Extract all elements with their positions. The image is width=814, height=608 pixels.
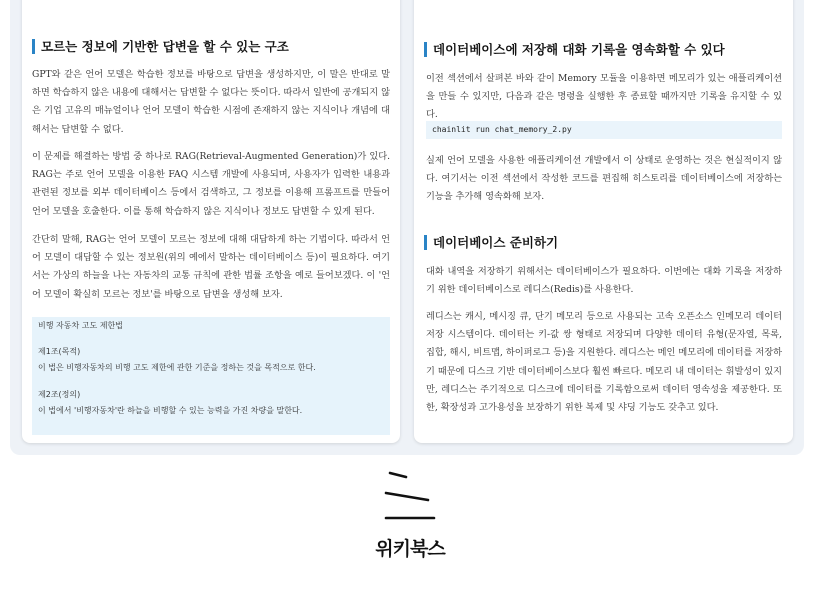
section-heading-rag: 모르는 정보에 기반한 답변을 할 수 있는 구조 bbox=[32, 39, 289, 54]
note-line: 제2조(정의) bbox=[38, 390, 81, 399]
section-heading-db-prep: 데이터베이스 준비하기 bbox=[424, 235, 558, 250]
paragraph-redis-desc: 레디스는 캐시, 메시징 큐, 단기 메모리 등으로 사용되는 고속 오픈소스 인메모리 데이터 저장 시스템이다. 데이터는 키-값 쌍 형태로 저장되며 다양한 데이터 유형(문자열, 목록, 집합, 해시, 비트맵, 하이퍼로그 등)을 지원한다. 레디스는 메인 메모리에 데이터를 저장하기 때문에 디스크 기반 데이터베이스보다 훨씬 빠르다. 메모리 내 데이터는 휘발성이 있지만, 레디스는 주기적으로 디스크에 데이터를 기록함으로써 데이터 영속성을 제공한다. 또한, 확장성과 고가용성을 보장하기 위한 복제 및 샤딩 기능도 갖추고 있다. bbox=[426, 311, 782, 414]
paragraph-redis-intro: 대화 내역을 저장하기 위해서는 데이터베이스가 필요하다. 이번에는 대화 기록을 저장하기 위한 데이터베이스로 레디스(Redis)를 사용한다. bbox=[426, 266, 782, 296]
right-page-panel bbox=[414, 0, 793, 443]
paragraph-realistic: 실제 언어 모델을 사용한 애플리케이션 개발에서 이 상태로 운영하는 것은 현실적이지 않다. 여기서는 이전 섹션에서 작성한 코드를 편집해 히스토리를 데이터베이스에 저장하는 기능을 추가해 영속화해 보자. bbox=[426, 155, 782, 203]
note-line: 이 법은 비행자동차의 비행 고도 제한에 관한 기준을 정하는 것을 목적으로 한다. bbox=[38, 363, 316, 372]
law-example-box bbox=[32, 317, 390, 435]
paragraph-1: GPT와 같은 언어 모델은 학습한 정보를 바탕으로 답변을 생성하지만, 이 말은 반대로 말하면 학습하지 않은 내용에 대해서는 답변할 수 없다는 뜻이다. 따라서 일반에 공개되지 않은 기업 고유의 매뉴얼이나 언어 모델이 학습한 시점에 존재하지 않는 지식이나 개념에 대해서는 답변할 수 없다. bbox=[32, 69, 390, 135]
paragraph-2: 이 문제를 해결하는 방법 중 하나로 RAG(Retrieval-Augmented Generation)가 있다. RAG는 주로 언어 모델을 이용한 FAQ 시스템 개발에 사용되며, 사용자가 입력한 내용과 관련된 정보를 외부 데이터베이스 등에서 검색하고, 그 정보를 이용해 프롬프트를 만들어 언어 모델을 호출한다. 이를 통해 학습하지 않은 지식이나 정보도 답변할 수 있게 된다. bbox=[32, 151, 390, 217]
paragraph-3: 간단히 말해, RAG는 언어 모델이 모르는 정보에 대해 대답하게 하는 기법이다. 따라서 언어 모델이 대답할 수 있는 정보원(위의 예에서 말하는 데이터베이스 등)이 필요하다. 여기서는 가상의 하늘을 나는 자동차의 교통 규칙에 관한 법률 조항을 예로 들어보겠다. 이 '언어 모델이 확실히 모르는 정보'를 바탕으로 답변을 생성해 보자. bbox=[32, 234, 390, 300]
code-command: chainlit run chat_memory_2.py bbox=[426, 121, 782, 139]
brand-name: 위키북스 bbox=[375, 538, 445, 560]
paragraph-memory: 이전 섹션에서 살펴본 바와 같이 Memory 모듈을 이용하면 메모리가 있는 애플리케이션을 만들 수 있지만, 다음과 같은 명령을 실행한 후 종료할 때까지만 기록을 유지할 수 있다. bbox=[426, 73, 782, 121]
wikibooks-logo bbox=[375, 468, 445, 564]
left-page-panel bbox=[22, 0, 400, 443]
note-line: 이 법에서 '비행자동차'란 하늘을 비행할 수 있는 능력을 가진 차량을 말한다. bbox=[38, 406, 303, 415]
note-line: 제1조(목적) bbox=[38, 347, 81, 356]
note-line: 비행 자동차 고도 제한법 bbox=[38, 321, 123, 330]
section-heading-persistence: 데이터베이스에 저장해 대화 기록을 영속화할 수 있다 bbox=[424, 42, 725, 57]
